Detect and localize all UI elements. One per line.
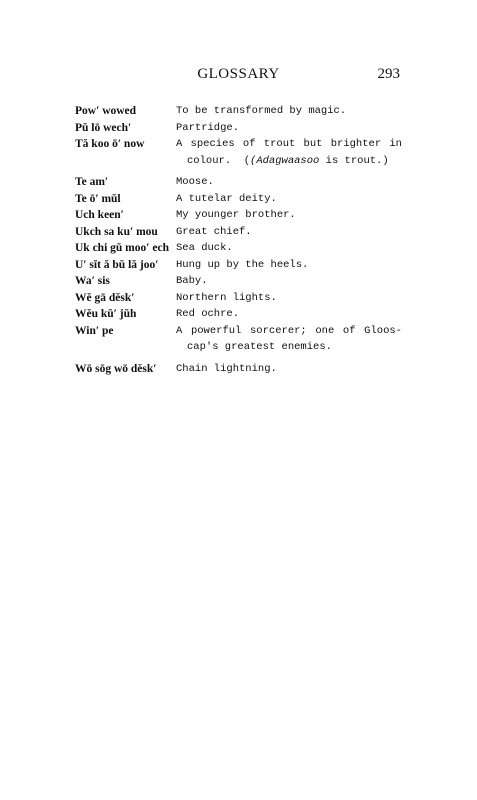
glossary-entry [0, 191, 477, 208]
glossary-definition [176, 207, 402, 224]
glossary-definition [176, 323, 402, 356]
glossary-entry [0, 136, 477, 169]
definition-line: Partridge. [176, 121, 240, 134]
glossary-definition [176, 103, 402, 120]
glossary-entry [0, 361, 477, 378]
definition-text: is trout.) [325, 154, 389, 167]
definition-line: Chain lightning. [176, 362, 277, 375]
glossary-entry [0, 240, 477, 257]
glossary-definition [176, 120, 402, 137]
definition-line: A powerful sorcerer; one of Gloos- [176, 324, 402, 337]
glossary-term: Tă koo ō′ now [75, 138, 145, 150]
glossary-definition [176, 240, 402, 257]
glossary-term: Te am′ [75, 176, 109, 188]
definition-text: colour. [187, 154, 232, 167]
definition-line: Sea duck. [176, 242, 233, 254]
page-number: 293 [377, 66, 400, 82]
glossary-term: Wō sōg wō dĕsk′ [75, 362, 157, 375]
glossary-entry [0, 120, 477, 137]
glossary-entry [0, 306, 477, 323]
definition-line: My younger brother. [176, 209, 296, 221]
glossary-term: Pow′ wowed [75, 105, 137, 117]
definition-line: Red ochre. [176, 308, 240, 320]
glossary-term: Wĕ gā dĕsk′ [75, 291, 135, 304]
glossary-term: Uk chi gŭ moo′ ech [75, 242, 169, 254]
definition-line: Hung up by the heels. [176, 258, 309, 271]
glossary-term: Ukch sa ku′ mou [75, 225, 158, 238]
definition-line: cap's greatest enemies. [187, 341, 332, 353]
glossary-term: Wĕu kŭ′ jŭh [75, 308, 137, 320]
definition-line: A tutelar deity. [176, 192, 277, 205]
glossary-term: Uch keen′ [75, 209, 124, 221]
glossary-term: Pŭ lō wech′ [75, 121, 132, 134]
glossary-definition [176, 136, 402, 169]
glossary-entry [0, 207, 477, 224]
glossary-list [0, 103, 477, 377]
glossary-definition [176, 361, 402, 378]
definition-italic-term: (Adagwaasoo [250, 154, 320, 167]
glossary-definition [176, 273, 402, 290]
glossary-term: U′ sĭt ă bŭ lă joo′ [75, 258, 159, 271]
glossary-term: Wa′ sis [75, 275, 110, 287]
definition-line: Northern lights. [176, 291, 277, 304]
glossary-entry [0, 290, 477, 307]
glossary-definition [176, 306, 402, 323]
glossary-entry [0, 174, 477, 191]
glossary-definition [176, 224, 402, 241]
definition-line: Baby. [176, 275, 208, 287]
glossary-definition [176, 191, 402, 208]
definition-line: colour. ((Adagwaasoo is trout.) [187, 154, 389, 167]
definition-line: Great chief. [176, 225, 252, 238]
glossary-entry [0, 257, 477, 274]
glossary-definition [176, 174, 402, 191]
glossary-entry [0, 273, 477, 290]
glossary-entry [0, 103, 477, 120]
glossary-entry [0, 224, 477, 241]
glossary-term: Te ō′ mŭl [75, 192, 121, 205]
definition-line: Moose. [176, 176, 214, 188]
page-header [0, 66, 477, 88]
page-title: GLOSSARY [197, 66, 280, 82]
definition-line: A species of trout but brighter in [176, 138, 402, 150]
glossary-term: Win′ pe [75, 324, 114, 337]
glossary-definition [176, 257, 402, 274]
glossary-entry [0, 323, 477, 356]
glossary-definition [176, 290, 402, 307]
definition-line: To be transformed by magic. [176, 105, 347, 117]
